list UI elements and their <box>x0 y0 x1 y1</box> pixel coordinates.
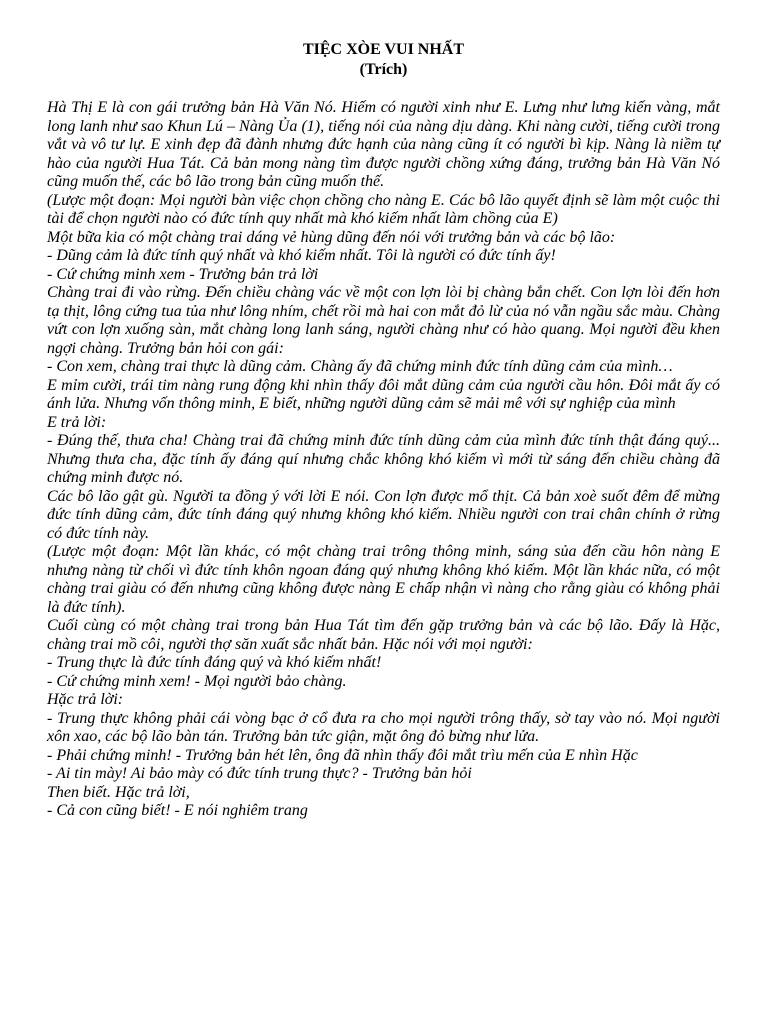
paragraph: Cuối cùng có một chàng trai trong bản Hua Tát tìm đến gặp trưởng bản và các bộ lão. Đấy là Hặc, chàng trai mồ côi, người thợ săn xuất sắc nhất bản. Hặc nói với mọi người: <box>47 617 720 653</box>
paragraph: Chàng trai đi vào rừng. Đến chiều chàng vác về một con lợn lòi bị chàng bắn chết. Con lợn lòi đến hơn tạ thịt, lông cứng tua tủa như lông nhím, chết rồi mà hai con mắt đỏ lừ của nó vẫn ngầu sắc màu. Chàng vứt con lợn xuống sàn, mắt chàng long lanh sáng, người chàng như có hào quang. Mọi người đều khen ngợi chàng. Trưởng bản hỏi con gái: <box>47 284 720 357</box>
paragraph: - Trung thực không phải cái vòng bạc ở cổ đưa ra cho mọi người trông thấy, sờ tay vào nó. Mọi người xôn xao, các bộ lão bàn tán. Trưởng bản tức giận, mặt ông đỏ bừng như lửa. <box>47 709 720 745</box>
document-subtitle: (Trích) <box>359 61 408 78</box>
paragraph: Then biết. Hặc trả lời, <box>47 783 190 801</box>
paragraph: - Ai tin mày! Ai bảo mày có đức tính trung thực? - Trưởng bản hỏi <box>47 765 472 782</box>
paragraph: - Cứ chứng minh xem! - Mọi người bảo chàng. <box>47 672 347 690</box>
paragraph: (Lược một đoạn: Một lần khác, có một chàng trai trông thông minh, sáng sủa đến cầu hôn nàng E nhưng nàng từ chối vì đức tính khôn ngoan đáng quý nhưng không khó kiếm. Một lần khác nữa, có một chàng trai giàu có đến nhưng cũng không được nàng E chấp nhận vì nàng cho rằng giàu có không phải là đức tính). <box>47 543 720 616</box>
paragraph: - Con xem, chàng trai thực là dũng cảm. Chàng ấy đã chứng minh đức tính dũng cảm của mình… <box>47 358 673 375</box>
paragraph: Một bữa kia có một chàng trai dáng vẻ hùng dũng đến nói với trưởng bản và các bộ lão: <box>47 228 616 246</box>
paragraph: - Cứ chứng minh xem - Trưởng bản trả lời <box>47 265 319 283</box>
paragraph: Hặc trả lời: <box>47 691 124 708</box>
paragraph: - Trung thực là đức tính đáng quý và khó kiếm nhất! <box>47 654 382 671</box>
paragraph: - Cả con cũng biết! - E nói nghiêm trang <box>47 802 308 819</box>
paragraph: E mỉm cười, trái tim nàng rung động khi nhìn thấy đôi mắt dũng cảm của người cầu hôn. Đôi mắt ấy có ánh lửa. Nhưng vốn thông minh, E biết, những người dũng cảm sẽ mải mê với sự nghiệp của mình <box>47 376 720 412</box>
paragraph: (Lược một đoạn: Mọi người bàn việc chọn chồng cho nàng E. Các bô lão quyết định sẽ làm một cuộc thi tài để chọn người nào có đức tính quy nhất mà khó kiếm nhất làm chồng của E) <box>47 191 720 227</box>
document-body <box>47 99 720 821</box>
paragraph: E trả lời: <box>47 413 107 431</box>
paragraph: - Đúng thế, thưa cha! Chàng trai đã chứng minh đức tính dũng cảm của mình đức tính thật đáng quý... Nhưng thưa cha, đặc tính ấy đáng quí nhưng chắc không khó kiếm vì mới từ sáng đến chiều chàng đã chứng minh được nó. <box>47 432 720 486</box>
paragraph: Hà Thị E là con gái trưởng bản Hà Văn Nó. Hiếm có người xinh như E. Lưng như lưng kiến vàng, mắt long lanh như sao Khun Lú – Nàng Ủa (1), tiếng nói của nàng dịu dàng. Khi nàng cười, tiếng cười trong vắt và vô tư lự. E xinh đẹp đã đành nhưng đức hạnh của nàng cũng ít có người bì kịp. Nàng là niềm tự hào của người Hua Tát. Cả bản mong nàng tìm được người chồng xứng đáng, trưởng bản Hà Văn Nó cũng muốn thế, các bô lão trong bản cũng muốn thế. <box>47 99 720 190</box>
document-page <box>47 40 720 821</box>
paragraph: Các bô lão gật gù. Người ta đồng ý với lời E nói. Con lợn được mổ thịt. Cả bản xoè suốt đêm để mừng đức tính dũng cảm, đức tính đáng quý nhưng không khó kiếm. Nhiều người con trai chân chính ở rừng có đức tính này. <box>47 487 720 542</box>
paragraph: - Phải chứng minh! - Trưởng bản hét lên, ông đã nhìn thấy đôi mắt trìu mến của E nhìn Hặc <box>47 746 638 764</box>
document-title: TIỆC XÒE VUI NHẤT <box>302 41 465 58</box>
paragraph: - Dũng cảm là đức tính quý nhất và khó kiếm nhất. Tôi là người có đức tính ấy! <box>47 247 556 264</box>
